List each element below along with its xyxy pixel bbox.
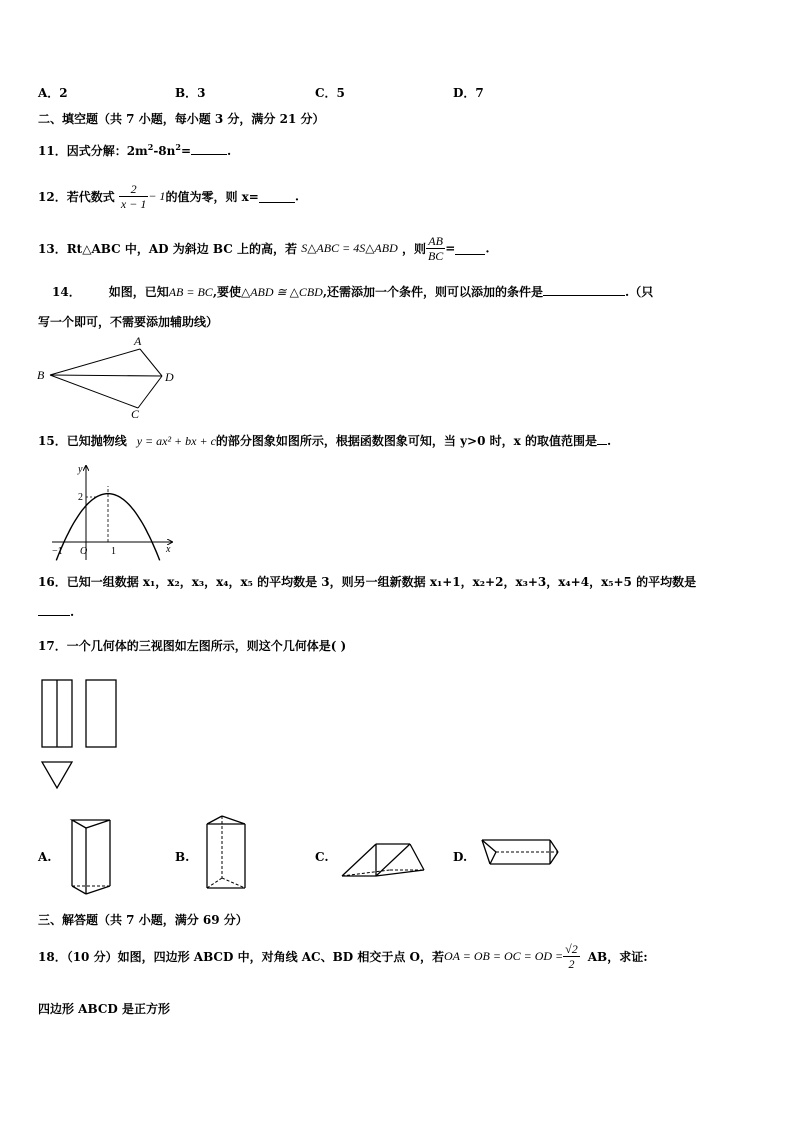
- q13-answer-blank: [455, 242, 485, 255]
- q10-option-c: C．5: [315, 86, 345, 100]
- q16-answer-blank: [38, 603, 70, 616]
- q11-answer-blank: [191, 142, 227, 155]
- q18-fraction: $\frac{√2}{2}$: [565, 942, 578, 971]
- q15: 15．已知抛物线 y = ax² + bx + c的部分图象如图所示，根据函数图象可知，当 y>0 时，x 的取值范围是 .: [38, 434, 612, 448]
- q12: 12．若代数式 $\frac{2}{x - 1}$ − 1的值为零，则 x= .: [38, 182, 300, 211]
- origin-label: O: [80, 546, 88, 557]
- q14-kite-figure: [34, 334, 184, 420]
- q10-option-d: D．7: [453, 86, 484, 100]
- q14-answer-blank: [543, 283, 625, 296]
- q14-line1: 14． 如图，已知AB = BC,要使△ABD ≅ △CBD,还需添加一个条件，则可以添加的条件是 .（只: [52, 285, 654, 299]
- q17-option-b-figure: [202, 812, 252, 896]
- axis-x-label: x: [166, 544, 171, 555]
- q12-answer-blank: [259, 190, 295, 203]
- q15-answer-blank: [597, 432, 607, 445]
- q17-option-a-label: A.: [38, 850, 52, 864]
- q11: 11．因式分解：$2m^2-8n^2=$ .: [38, 142, 232, 158]
- q13-fraction: $\frac{AB}{BC}$: [427, 234, 444, 263]
- q16-line1: 16．已知一组数据 x₁，x₂，x₃，x₄，x₅ 的平均数是 3，则另一组新数据 x₁+1，x₂+2，x₃+3，x₄+4，x₅+5 的平均数是: [38, 575, 697, 589]
- label-d: D: [165, 370, 174, 384]
- q17-option-c-figure: [338, 838, 428, 882]
- q17-option-d-label: D.: [453, 850, 468, 864]
- label-a: A: [134, 334, 142, 348]
- q16-line2: .: [38, 603, 74, 619]
- q17-option-c-label: C.: [315, 850, 329, 864]
- label-b: B: [37, 368, 45, 382]
- q17-three-views: [38, 676, 122, 794]
- section3-title: 三、解答题（共 7 小题，满分 69 分）: [38, 913, 248, 927]
- label-c: C: [131, 407, 140, 420]
- q14-line2: 写一个即可，不需要添加辅助线）: [38, 315, 219, 329]
- q18-line2: 四边形 ABCD 是正方形: [38, 1002, 170, 1016]
- section2-title: 二、填空题（共 7 小题，每小题 3 分，满分 21 分）: [38, 112, 325, 126]
- q15-parabola-graph: [48, 460, 180, 562]
- tick-1-label: 1: [111, 546, 116, 557]
- q10-option-a: A．2: [38, 86, 68, 100]
- tick-neg1-label: −1: [52, 546, 63, 557]
- q17-option-d-figure: [478, 834, 562, 872]
- q10-option-b: B．3: [175, 86, 206, 100]
- q17-text: 17．一个几何体的三视图如左图所示，则这个几何体是( ): [38, 639, 347, 653]
- q17-option-b-label: B.: [175, 850, 190, 864]
- q12-fraction: $\frac{2}{x - 1}$: [120, 182, 147, 211]
- q17-option-a-figure: [66, 814, 116, 898]
- tick-2-label: 2: [78, 492, 83, 503]
- axis-y-label: y: [78, 464, 83, 475]
- q13: 13．Rt△ABC 中，AD 为斜边 BC 上的高，若 S△ABC = 4S△ABD ，则 $\frac{AB}{BC}$ = .: [38, 234, 490, 263]
- q18-line1: 18．（10 分）如图，四边形 ABCD 中，对角线 AC、BD 相交于点 O，若OA = OB = OC = OD = $\frac{√2}{2}$ AB，求证:: [38, 942, 648, 971]
